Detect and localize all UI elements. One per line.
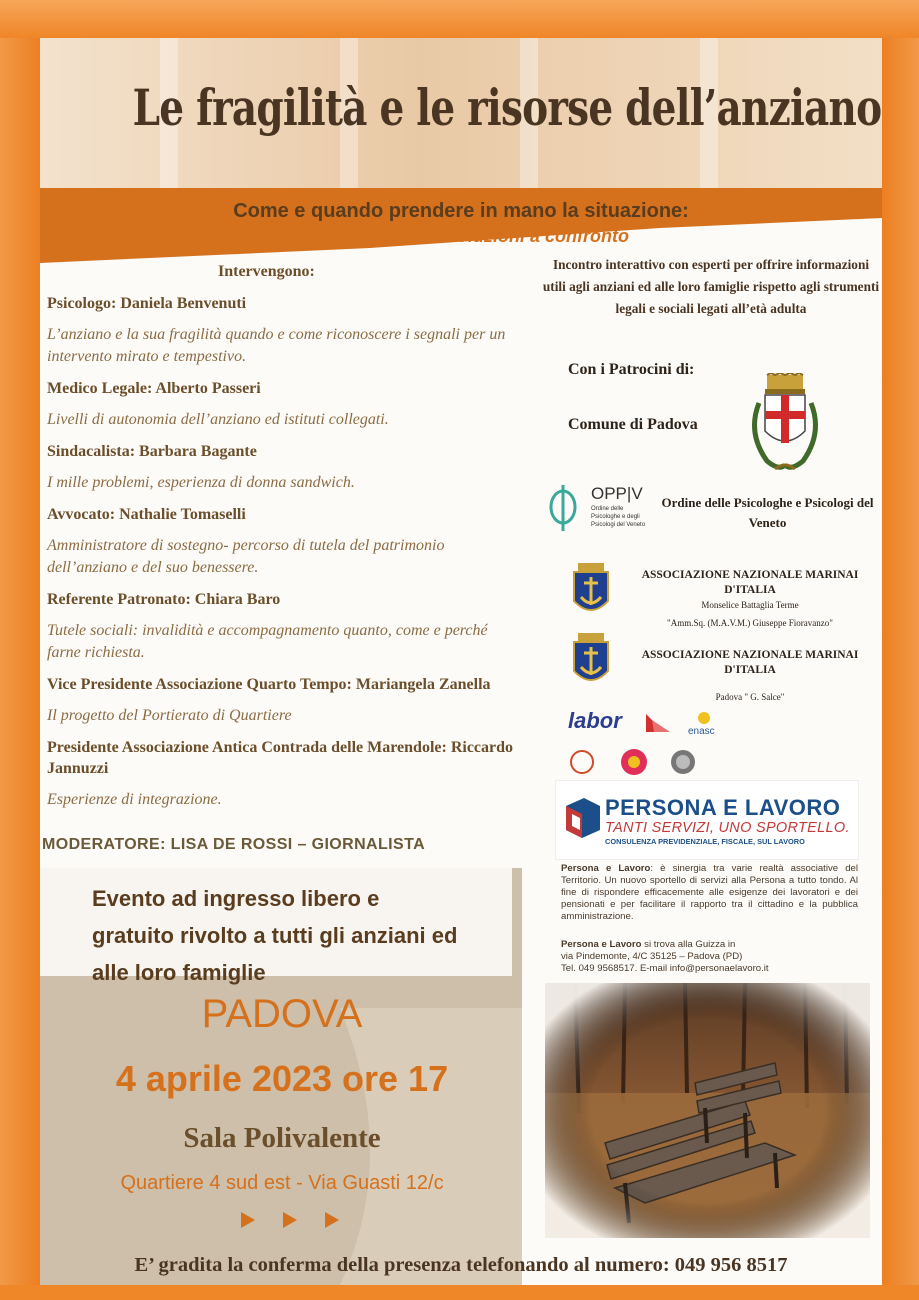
speaker-topic: Il progetto del Portierato di Quartiere [47,707,292,724]
speaker-name: Presidente Associazione Antica Contrada delle Marendole: Riccardo Jannuzzi [47,739,514,777]
speaker-name: Medico Legale: Alberto Passeri [47,380,261,397]
svg-text:Ordine delle: Ordine delle [591,506,624,512]
circle-logo-icon [571,751,593,773]
frame-top [0,0,919,38]
address-line: via Pindemonte, 4/C 35125 – Padova (PD) [561,951,743,962]
association-note: "Amm.Sq. (M.A.V.M.) Giuseppe Fioravanzo" [667,618,833,628]
rsvp-notice: E’ gradita la conferma della presenza telefonando al numero: 049 956 8517 [134,1254,788,1276]
event-intro: Incontro interattivo con esperti per offrire informazioni utili agli anziani ed alle loro famiglie rispetto agli strumenti legali e sociali legati all’età adulta [542,257,880,316]
event-venue: Sala Polivalente [183,1122,381,1154]
enasc-logo: enasc [688,726,715,737]
speaker-topic: Amministratore di sostegno- percorso di tutela del patrimonio dell’anziano e del suo benessere. [47,537,445,576]
speakers-list [47,293,517,821]
patronage-heading: Con i Patrocini di: [568,361,695,378]
association-marinai-padova [630,648,870,704]
association-title: ASSOCIAZIONE NAZIONALE MARINAI D'ITALIA [641,569,859,596]
speaker-topic: Esperienze di integrazione. [47,791,222,808]
oppv-name: Ordine delle Psicologhe e Psicologi del Veneto [661,495,874,530]
marinai-anchor-icon [570,633,612,687]
speaker-name: Psicologo: Daniela Benvenuti [47,295,247,312]
persona-lavoro-desc-text: : è sinergia tra varie realtà associative del Territorio. Un nuovo sportello di servizi alla Persona a tutto tondo. Al fine di rispondere efficacemente alle esigenze dei lavoratori e dei pensionati e per facilitare il rapporto tra il cittadino e la pubblica amministrazione. [561,863,858,922]
event-address: Quartiere 4 sud est - Via Guasti 12/c [120,1172,444,1194]
speaker-topic: Livelli di autonomia dell’anziano ed istituti collegati. [47,411,389,428]
frame-bottom [0,1285,919,1300]
speakers-heading: Intervengono: [218,263,315,280]
persona-lavoro-subline: CONSULENZA PREVIDENZIALE, FISCALE, SUL LAVORO [605,837,805,846]
marinai-anchor-icon [570,563,612,617]
association-note: Padova " G. Salce" [715,692,785,702]
oppv-logo-text: OPP|V [591,484,643,503]
event-city: PADOVA [201,992,363,1036]
padova-crest-icon [745,373,825,481]
speaker-name: Avvocato: Nathalie Tomaselli [47,506,246,523]
association-title: ASSOCIAZIONE NAZIONALE MARINAI D'ITALIA [641,649,859,676]
park-bench-photo [545,983,870,1238]
svg-text:Psicologhe e degli: Psicologhe e degli [591,514,640,520]
cube-icon [562,796,602,840]
association-place: Monselice Battaglia Terme [701,600,799,610]
comune-name: Comune di Padova [568,416,698,433]
speaker-topic: Tutele sociali: invalidità e accompagnamento quanto, come e perché farne richiesta. [47,622,488,661]
persona-lavoro-tagline: TANTI SERVIZI, UNO SPORTELLO. [605,820,850,836]
persona-lavoro-bold: Persona e Lavoro [561,863,651,874]
poster-panel [40,38,882,1285]
association-marinai-monselice [630,568,870,630]
subtitle: Come e quando prendere in mano la situazione: [233,200,689,222]
persona-lavoro-address [561,939,858,975]
contact-line: Tel. 049 9568517. E-mail info@personaelavoro.it [561,963,769,974]
frame-left [0,38,40,1300]
svg-text:Psicologi del Veneto: Psicologi del Veneto [591,522,646,528]
speaker-topic: I mille problemi, esperienza di donna sandwich. [47,474,355,491]
arrows-icon [235,1208,355,1232]
frame-right [882,38,919,1300]
speaker-name: Referente Patronato: Chiara Baro [47,591,281,608]
event-free-entry: Evento ad ingresso libero e gratuito rivolto a tutti gli anziani ed alle loro famiglie [92,886,458,985]
poster-title: Le fragilità e le risorse dell’anziano [132,78,882,137]
address-line: si trova alla Guizza in [641,939,736,950]
oppv-logo-icon [545,481,655,533]
persona-lavoro-title: PERSONA E LAVORO [605,795,841,820]
persona-lavoro-description [561,863,858,923]
speaker-name: Sindacalista: Barbara Bagante [47,443,257,460]
subtitle-italic: problemi, tutele e soluzioni a confronto [292,226,629,246]
partner-logos [568,708,728,778]
labor-logo: labor [568,708,622,733]
speaker-topic: L’anziano e la sua fragilità quando e come riconoscere i segnali per un intervento mirato e tempestivo. [47,326,506,365]
event-date: 4 aprile 2023 ore 17 [115,1058,449,1099]
speaker-name: Vice Presidente Associazione Quarto Tempo: Mariangela Zanella [47,676,491,693]
persona-lavoro-bold: Persona e Lavoro [561,939,642,950]
moderator: MODERATORE: LISA DE ROSSI – GIORNALISTA [42,836,426,853]
